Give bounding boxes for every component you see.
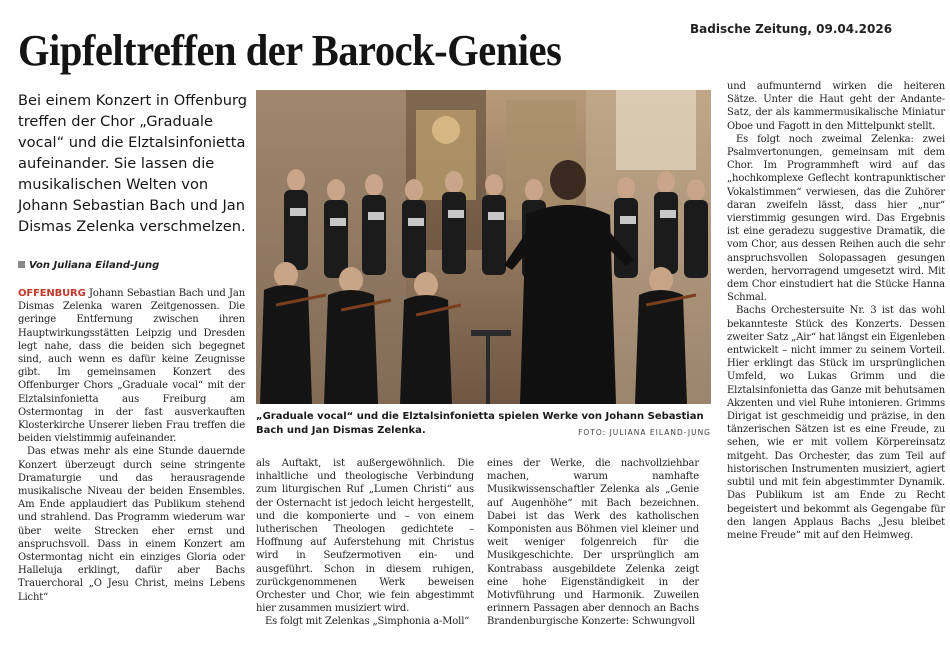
article-paragraph: als Auftakt, ist außergewöhnlich. Die inhaltliche und theologische Verbindung zum liturgischen Ruf „Lumen Christi“ aus der Osternacht ist jedoch leicht hergestellt, und die komponierte und – von einem lutherischen Theologen gedichtete – Hoffnung auf Auferstehung mit Christus wird in Seufzermotiven ein- und ausgeführt. Schon in diesem ruhigen, zurückgenommenen Werk beweisen Orchester und Chor, wie fein abgestimmt hier zusammen musiziert wird. (256, 458, 474, 615)
article-column-1 (18, 287, 245, 604)
headline: Gipfeltreffen der Barock-Genies (18, 26, 562, 75)
concert-photo-illustration (256, 90, 711, 404)
dateline: OFFENBURG (18, 288, 86, 299)
article-paragraph: und aufmunternd wirken die heiteren Sätze. Unter die Haut geht der Andante-Satz, der als kammermusikalische Miniatur Oboe und Fagott in den Mittelpunkt stellt. (727, 81, 945, 132)
lead-paragraph: Bei einem Konzert in Offenburg treffen der Chor „Graduale vocal“ und die Elztalsinfonietta aufeinander. Sie lassen die musikalischen Welten von Johann Sebastian Bach und Jan Dismas Zelenka verschmelzen. (18, 92, 248, 235)
article-column-4 (727, 80, 945, 542)
byline-author: Von Juliana Eiland-Jung (29, 260, 160, 271)
article-paragraph: eines der Werke, die nachvollziehbar machen, warum namhafte Musikwissenschaftler Zelenka als „Genie auf Augenhöhe“ mit Bach bezeichnen. Dabei ist das Werk des katholischen Komponisten aus Böhmen viel kleiner und weit weniger folgenreich für die Musikgeschichte. Der ursprünglich am Kontrabass ausgebildete Zelenka zeigt eine hohe Eigenständigkeit in der Motivführung und Harmonik. Zuweilen erinnern Passagen aber dennoch an Bachs Brandenburgische Konzerte: Schwungvoll (487, 458, 699, 628)
article-paragraph: Bachs Orchestersuite Nr. 3 ist das wohl bekannteste Stück des Konzerts. Dessen zweiter Satz „Air“ hat längst ein Eigenleben entwickelt – nicht immer zu seinem Vorteil. Hier erklingt das Stück im ursprünglichen Umfeld, wo Lukas Grimm und die Elztalsinfonietta das Ganze mit behutsamen Akzenten und viel Ruhe intonieren. Grimms Dirigat ist geschmeidig und präzise, in den tänzerischen Sätzen ist es eine Freude, zu sehen, wie er mit vollem Körpereinsatz mitgeht. Das Orchester, das zum Teil auf historischen Instrumenten musiziert, agiert subtil und mit fein abgestimmter Dynamik. Das Publikum ist am Ende zu Recht begeistert und bekommt als Gegengabe für den langen Applaus Bachs „Jesu bleibet meine Freude“ mit auf den Heimweg. (727, 305, 945, 541)
concert-photo (256, 90, 711, 404)
article-paragraph: Es folgt noch zweimal Zelenka: zwei Psalmvertonungen, gemeinsam mit dem Chor. Im Programmheft wird auf das „hochkomplexe Geflecht kontrapunktischer Vokalstimmen“ verwiesen, das die Zuhörer daran zweifeln lässt, dass hier „nur“ vierstimmig gesungen wird. Das Ergebnis ist eine geradezu suggestive Dramatik, die vom Chor, aus dessen Reihen auch die sehr anspruchsvollen Solopassagen gesungen werden, hervorragend umgesetzt wird. Mit dem Chor einstudiert hat die Stücke Hanna Schmal. (727, 133, 945, 304)
photo-caption: „Graduale vocal“ und die Elztalsinfonietta spielen Werke von Johann Sebastian Bach und Jan Dismas Zelenka. (256, 411, 704, 436)
byline (18, 260, 248, 271)
article-paragraph: Das etwas mehr als eine Stunde dauernde Konzert überzeugt durch seine stringente Dramaturgie und das herausragende musikalische Niveau der beiden Ensembles. Am Ende applaudiert das Publikum stehend und strahlend. Das Programm wiederum war über weite Strecken eher ernst und anspruchsvoll. Dass in einem Konzert am Ostermontag nicht ein einziges Gloria oder Halleluja erklingt, dafür aber Bachs Trauerchoral „O Jesu Christ, meins Lebens Licht“ (18, 446, 245, 603)
byline-square-icon (18, 261, 25, 268)
photo-credit: FOTO: JULIANA EILAND-JUNG (578, 428, 711, 437)
article-paragraph (18, 287, 245, 445)
article-paragraph: Es folgt mit Zelenkas „Simphonia a-Moll“ (265, 616, 470, 628)
article-column-2 (256, 457, 474, 629)
source-line: Badische Zeitung, 09.04.2026 (690, 22, 893, 36)
article-column-3 (487, 457, 699, 629)
paragraph-text: Johann Sebastian Bach und Jan Dismas Zelenka waren Zeitgenossen. Die geringe Entfernung zwischen ihren Hauptwirkungsstätten Leipzig und Dresden legt nahe, dass die beiden sich begegnet sind, auch wenn es dafür keine Zeugnisse gibt. Im gemeinsamen Konzert des Offenburger Chors „Graduale vocal“ mit der Elztalsinfonietta aus Freiburg am Ostermontag in der fast ausverkauften Klosterkirche Unserer lieben Frau treffen die beiden vielstimmig aufeinander. (18, 288, 246, 445)
